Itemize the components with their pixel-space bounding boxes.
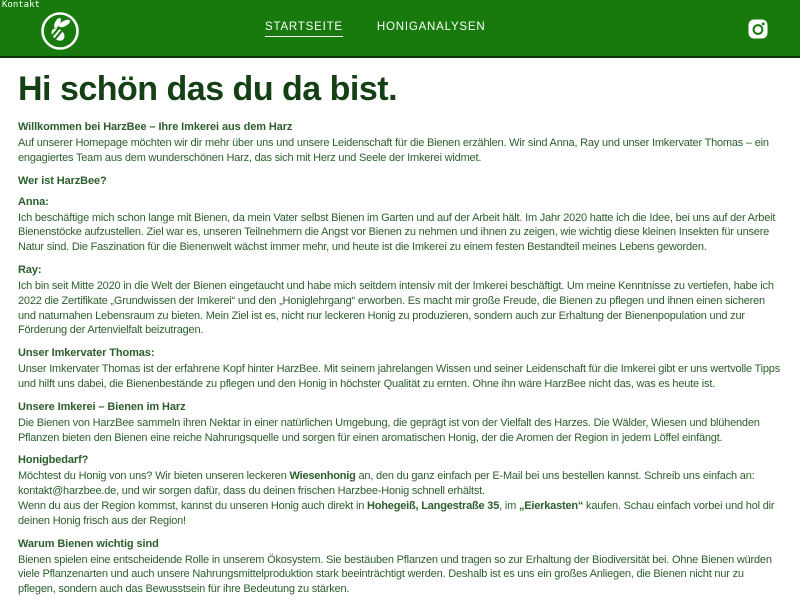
section-paragraph: Ich bin seit Mitte 2020 in die Welt der Bienen eingetaucht und habe mich seitdem intensiv mit der Imkerei beschäftigt. Um meine Kenntnisse zu vertiefen, habe ich 2022 die Zertifikate „Grundwissen der Imkerei“ und den „Honiglehrgang“ erworben. Es macht mir große Freude, die Bienen zu pflegen und ihnen einen sicheren und naturnahen Lebensraum zu bieten. Mein Ziel ist es, nicht nur leckeren Honig zu produzieren, sondern auch zur Erhaltung der Bienenpopulation und zur Förderung der Artenvielfalt beizutragen.	[18, 279, 774, 337]
section-paragraph: Bienen spielen eine entscheidende Rolle in unserem Ökosystem. Sie bestäuben Pflanzen und tragen so zur Erhaltung der Biodiversität bei. Ohne Bienen würden viele Pflanzenarten und auch unsere Nahrungsmittelproduktion stark beeinträchtigt werden. Deshalb ist es uns ein großes Anliegen, die Bienen nicht nur zu pflegen, sondern auch das Bewusstsein für ihre Bedeutung zu stärken.	[18, 553, 772, 596]
section-paragraph: Möchtest du Honig von uns? Wir bieten unseren leckeren Wiesenhonig an, den du ganz einfach per E-Mail bei uns bestellen kannst. Schreib uns einfach an: kontakt@harzbee.de, und wir sorgen dafür, dass du deinen frischen Harzbee-Honig schnell erhältst. Wenn du aus der Region kommst, kannst du unseren Honig auch direkt in Hohegeiß, Langestraße 35, im „Eierkasten“ kaufen. Schau einfach vorbei und hol dir deinen Honig frisch aus der Region!	[18, 470, 775, 527]
page-title: Hi schön das du da bist.	[18, 70, 398, 108]
contact-link[interactable]: Kontakt	[2, 0, 40, 10]
harzbee-logo[interactable]	[40, 11, 80, 51]
section-paragraph: Ich beschäftige mich schon lange mit Bienen, da mein Vater selbst Bienen im Garten und auf der Arbeit hält. Im Jahr 2020 hatte ich die Idee, bei uns auf der Arbeit Bienenstöcke aufzustellen. Ziel war es, unseren Teilnehmern die Angst vor Bienen zu nehmen und ihnen zu zeigen, wie wichtig diese kleinen Insekten für unsere Natur sind. Die Faszination für die Bienenwelt wächst immer mehr, und heute ist die Imkerei zu einem festen Bestandteil meines Lebens geworden.	[18, 211, 776, 254]
instagram-icon	[748, 19, 768, 39]
section-heading: Warum Bienen wichtig sind	[18, 537, 159, 550]
main-nav	[265, 0, 485, 58]
navbar	[0, 0, 800, 58]
section-heading: Honigbedarf?	[18, 454, 89, 467]
section-heading: Wer ist HarzBee?	[18, 174, 107, 187]
nav-link-startseite[interactable]: STARTSEITE	[265, 21, 343, 37]
section-paragraph: Die Bienen von HarzBee sammeln ihren Nektar in einer natürlichen Umgebung, die geprägt ist von der Vielfalt des Harzes. Die Wälder, Wiesen und blühenden Pflanzen bieten den Bienen eine reiche Nahrungsquelle und sorgen für einen aromatischen Honig, der die Aromen der Region in jedem Löffel einfängt.	[18, 416, 760, 444]
instagram-button[interactable]	[748, 19, 768, 39]
content-sections	[18, 121, 782, 597]
nav-link-honiganalysen[interactable]: HONIGANALYSEN	[376, 21, 486, 33]
section-heading: Unsere Imkerei – Bienen im Harz	[18, 400, 186, 413]
bee-logo-icon	[40, 11, 80, 51]
section-paragraph: Unser Imkervater Thomas ist der erfahrene Kopf hinter HarzBee. Mit seinem jahrelangen Wissen und seiner Leidenschaft für die Imkerei gibt er uns wertvolle Tipps und hilft uns dabei, die Bienenbestände zu pflegen und den Honig in höchster Qualität zu ernten. Ohne ihn wäre HarzBee nicht das, was es heute ist.	[18, 363, 781, 390]
section-heading: Willkommen bei HarzBee – Ihre Imkerei aus dem Harz	[18, 121, 293, 133]
section-paragraph: Auf unserer Homepage möchten wir dir mehr über uns und unsere Leidenschaft für die Bienen erzählen. Wir sind Anna, Ray und unser Imkervater Thomas – ein engagiertes Team aus dem wunderschönen Harz, das sich mit Herz und Seele der Imkerei widmet.	[18, 137, 769, 164]
section-heading: Unser Imkervater Thomas:	[18, 347, 155, 360]
main-content	[0, 58, 800, 597]
section-heading: Ray:	[18, 263, 42, 276]
section-heading: Anna:	[18, 195, 49, 208]
